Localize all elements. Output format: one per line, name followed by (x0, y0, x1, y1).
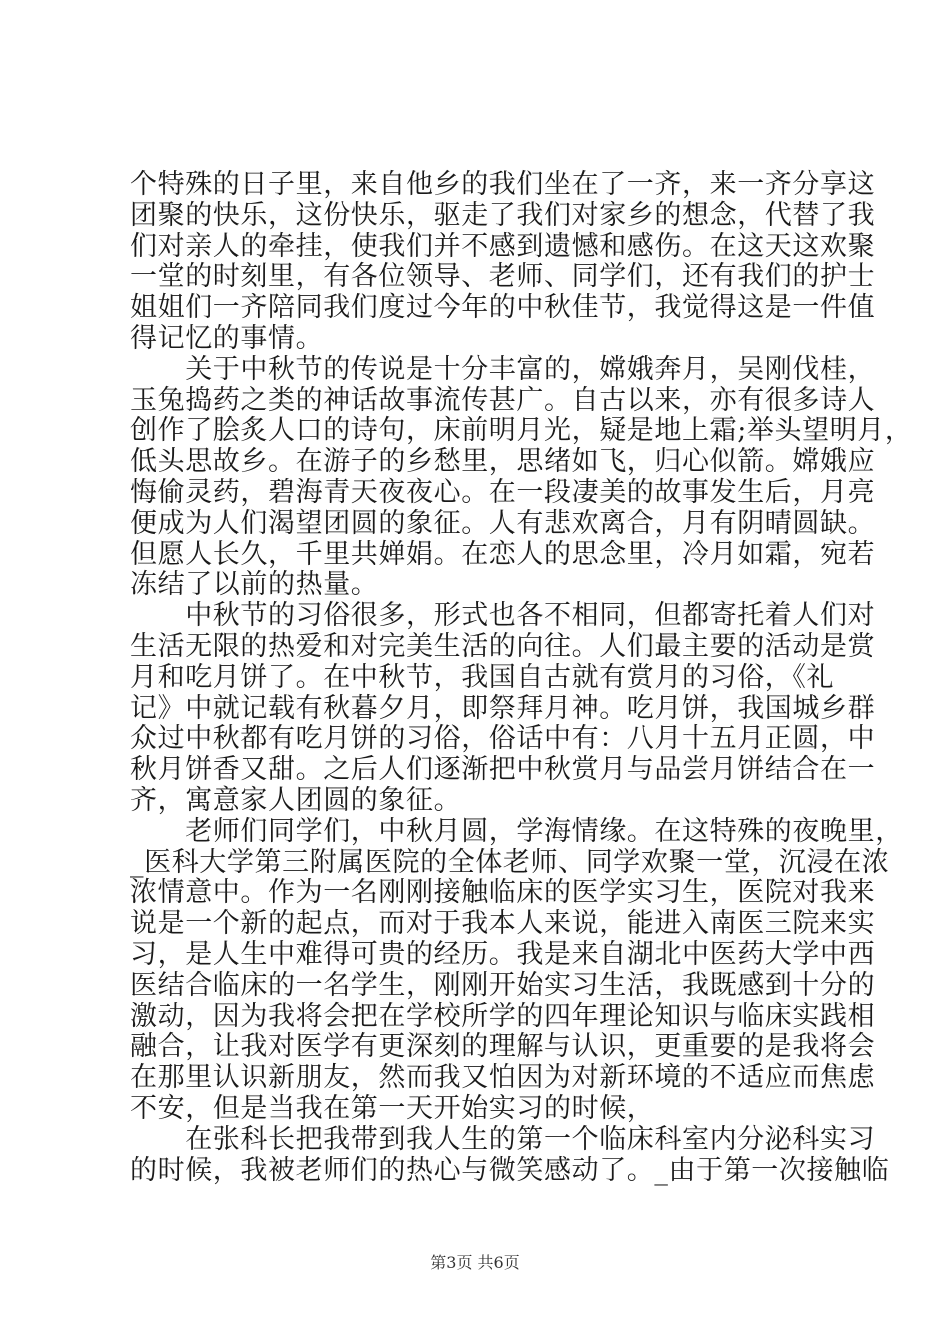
text-line: 激动，因为我将会把在学校所学的四年理论知识与临床实践相 (130, 1000, 876, 1032)
text-line: 悔偷灵药，碧海青天夜夜心。在一段凄美的故事发生后，月亮 (130, 476, 876, 508)
text-line: 一堂的时刻里，有各位领导、老师、同学们，还有我们的护士 (130, 261, 876, 293)
text-line: 在张科长把我带到我人生的第一个临床科室内分泌科实习 (130, 1123, 876, 1155)
text-line: 的时候，我被老师们的热心与微笑感动了。_由于第一次接触临 (130, 1154, 890, 1186)
text-line: 们对亲人的牵挂，使我们并不感到遗憾和感伤。在这天这欢聚 (130, 230, 876, 262)
text-line: 老师们同学们，中秋月圆，学海情缘。在这特殊的夜晚里， (130, 815, 903, 847)
text-line: 创作了脍炙人口的诗句，床前明月光，疑是地上霜;举头望明月， (130, 415, 913, 447)
text-line: 秋月饼香又甜。之后人们逐渐把中秋赏月与品尝月饼结合在一 (130, 754, 876, 786)
page-footer: 第3页 共6页 (430, 1253, 520, 1272)
text-line: 说是一个新的起点，而对于我本人来说，能进入南医三院来实 (130, 908, 876, 940)
text-line: 低头思故乡。在游子的乡愁里，思绪如飞，归心似箭。嫦娥应 (130, 446, 876, 478)
text-line: 团聚的快乐，这份快乐，驱走了我们对家乡的想念，代替了我 (130, 199, 876, 231)
text-line: 中秋节的习俗很多，形式也各不相同，但都寄托着人们对 (130, 600, 876, 632)
text-line: 玉兔捣药之类的神话故事流传甚广。自古以来，亦有很多诗人 (130, 384, 876, 416)
text-line: 医结合临床的一名学生，刚刚开始实习生活，我既感到十分的 (130, 969, 876, 1001)
text-line: 不安，但是当我在第一天开始实习的时候， (130, 1092, 655, 1124)
text-line: 个特殊的日子里，来自他乡的我们坐在了一齐，来一齐分享这 (130, 169, 876, 200)
text-line: 在那里认识新朋友，然而我又怕因为对新环境的不适应而焦虑 (130, 1062, 876, 1094)
text-line: 融合，让我对医学有更深刻的理解与认识，更重要的是我将会 (130, 1031, 876, 1063)
text-line: _医科大学第三附属医院的全体老师、同学欢聚一堂，沉浸在浓 (130, 846, 890, 878)
text-line: 便成为人们渴望团圆的象征。人有悲欢离合，月有阴晴圆缺。 (130, 507, 876, 539)
text-line: 生活无限的热爱和对完美生活的向往。人们最主要的活动是赏 (130, 630, 876, 662)
text-line: 月和吃月饼了。在中秋节，我国自古就有赏月的习俗，《礼 (130, 661, 835, 693)
text-line: 众过中秋都有吃月饼的习俗，俗话中有：八月十五月正圆，中 (130, 723, 876, 755)
text-line: 齐，寓意家人团圆的象征。 (130, 784, 462, 816)
text-line: 得记忆的事情。 (130, 322, 324, 354)
text-line: 浓情意中。作为一名刚刚接触临床的医学实习生，医院对我来 (130, 877, 876, 909)
text-line: 记》中就记载有秋暮夕月，即祭拜月神。吃月饼，我国城乡群 (130, 692, 876, 724)
text-line: 但愿人长久，千里共婵娟。在恋人的思念里，冷月如霜，宛若 (130, 538, 876, 570)
text-line: 关于中秋节的传说是十分丰富的，嫦娥奔月，吴刚伐桂， (130, 353, 876, 385)
text-line: 习，是人生中难得可贵的经历。我是来自湖北中医药大学中西 (130, 938, 876, 970)
text-line: 冻结了以前的热量。 (130, 569, 379, 601)
body-text (130, 169, 913, 1186)
text-line: 姐姐们一齐陪同我们度过今年的中秋佳节，我觉得这是一件值 (130, 292, 876, 324)
